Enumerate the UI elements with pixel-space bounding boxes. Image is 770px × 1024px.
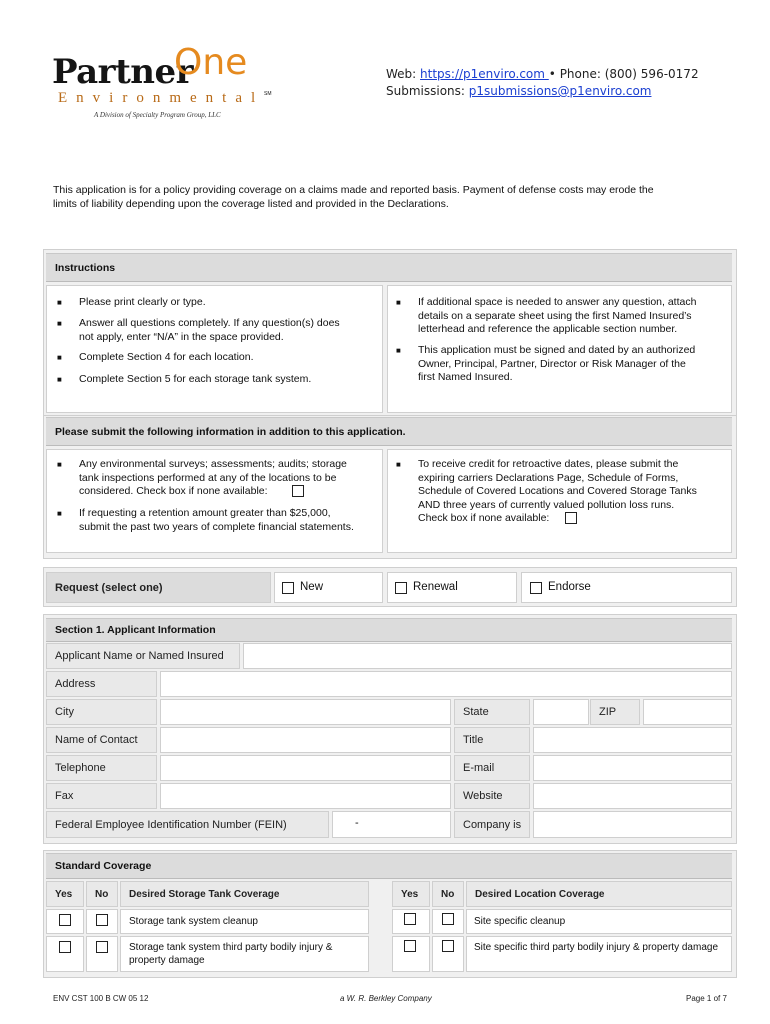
title-field[interactable] — [533, 727, 732, 753]
request-endorse-label: Endorse — [548, 581, 591, 593]
footer-form-number: ENV CST 100 B CW 05 12 — [53, 994, 149, 1003]
company-type-label: Company is — [454, 811, 530, 838]
intro-paragraph — [53, 183, 743, 211]
tank-bodily-injury-label: Storage tank system third party bodily injury & property damage — [129, 942, 333, 966]
tank-bodily-injury-no-checkbox[interactable] — [96, 941, 108, 953]
tank-no-header: No — [86, 881, 118, 907]
contact-submissions-line — [386, 84, 651, 98]
footer-company: a W. R. Berkley Company — [340, 994, 432, 1003]
tank-yes-header: Yes — [46, 881, 84, 907]
instructions-header: Instructions — [46, 253, 732, 282]
tank-cleanup-label: Storage tank system cleanup — [129, 916, 258, 927]
loc-coverage-header: Desired Location Coverage — [466, 881, 732, 907]
submissions-label: Submissions: — [386, 84, 469, 98]
zip-label: ZIP — [590, 699, 640, 725]
contact-web-line — [386, 67, 699, 81]
address-label: Address — [46, 671, 157, 697]
web-link[interactable]: https://p1enviro.com — [420, 67, 549, 81]
email-field[interactable] — [533, 755, 732, 781]
applicant-name-label: Applicant Name or Named Insured — [46, 643, 240, 669]
request-renewal-label: Renewal — [413, 581, 458, 593]
contact-name-label: Name of Contact — [46, 727, 157, 753]
tank-coverage-header: Desired Storage Tank Coverage — [120, 881, 369, 907]
website-label: Website — [454, 783, 530, 809]
request-renewal-checkbox[interactable] — [395, 582, 407, 594]
request-endorse-checkbox[interactable] — [530, 582, 542, 594]
submissions-email-link[interactable]: p1submissions@p1enviro.com — [468, 84, 652, 98]
fein-dash: - — [355, 817, 359, 829]
phone-number: Phone: (800) 596-0172 — [559, 67, 699, 81]
bullet-separator: • — [548, 67, 560, 81]
request-new-checkbox[interactable] — [282, 582, 294, 594]
coverage-header: Standard Coverage — [46, 853, 732, 879]
state-field[interactable] — [533, 699, 589, 725]
fax-field[interactable] — [160, 783, 451, 809]
applicant-name-field[interactable] — [243, 643, 732, 669]
logo-partner-text: Partner — [52, 52, 194, 92]
site-cleanup-label: Site specific cleanup — [474, 916, 566, 927]
section1-header: Section 1. Applicant Information — [46, 618, 732, 642]
request-label: Request (select one) — [46, 572, 271, 603]
footer-page-number: Page 1 of 7 — [686, 994, 727, 1003]
telephone-field[interactable] — [160, 755, 451, 781]
tank-cleanup-yes-checkbox[interactable] — [59, 914, 71, 926]
logo-trademark: SM — [264, 91, 272, 97]
zip-field[interactable] — [643, 699, 732, 725]
fein-label: Federal Employee Identification Number (FEIN) — [46, 811, 329, 838]
address-field[interactable] — [160, 671, 732, 697]
web-label: Web: — [386, 67, 421, 81]
submit-header: Please submit the following information in addition to this application. — [46, 417, 732, 446]
state-label: State — [454, 699, 530, 725]
company-logo — [52, 40, 292, 125]
site-cleanup-no-checkbox[interactable] — [442, 913, 454, 925]
intro-line-2: limits of liability depending upon the coverage listed and provided in the Declarations. — [53, 198, 449, 210]
city-label: City — [46, 699, 157, 725]
tank-bodily-injury-yes-checkbox[interactable] — [59, 941, 71, 953]
site-cleanup-yes-checkbox[interactable] — [404, 913, 416, 925]
title-label: Title — [454, 727, 530, 753]
logo-subtitle: A Division of Specialty Program Group, LLC — [94, 111, 221, 119]
city-field[interactable] — [160, 699, 451, 725]
loc-yes-header: Yes — [392, 881, 430, 907]
email-label: E-mail — [454, 755, 530, 781]
logo-one-text: One — [174, 42, 248, 83]
loc-no-header: No — [432, 881, 464, 907]
logo-environmental-text: Environmental — [58, 90, 265, 106]
site-bodily-injury-no-checkbox[interactable] — [442, 940, 454, 952]
none-available-checkbox-surveys[interactable] — [292, 485, 304, 497]
fax-label: Fax — [46, 783, 157, 809]
telephone-label: Telephone — [46, 755, 157, 781]
none-available-checkbox-loss-runs[interactable] — [565, 512, 577, 524]
company-type-field[interactable] — [533, 811, 732, 838]
site-bodily-injury-label: Site specific third party bodily injury & property damage — [474, 942, 719, 953]
fein-field[interactable] — [332, 811, 451, 838]
site-bodily-injury-yes-checkbox[interactable] — [404, 940, 416, 952]
request-new-label: New — [300, 581, 324, 593]
tank-cleanup-no-checkbox[interactable] — [96, 914, 108, 926]
contact-name-field[interactable] — [160, 727, 451, 753]
intro-line-1: This application is for a policy providing coverage on a claims made and reported basis. Payment of defense costs may erode the — [53, 184, 654, 196]
website-field[interactable] — [533, 783, 732, 809]
